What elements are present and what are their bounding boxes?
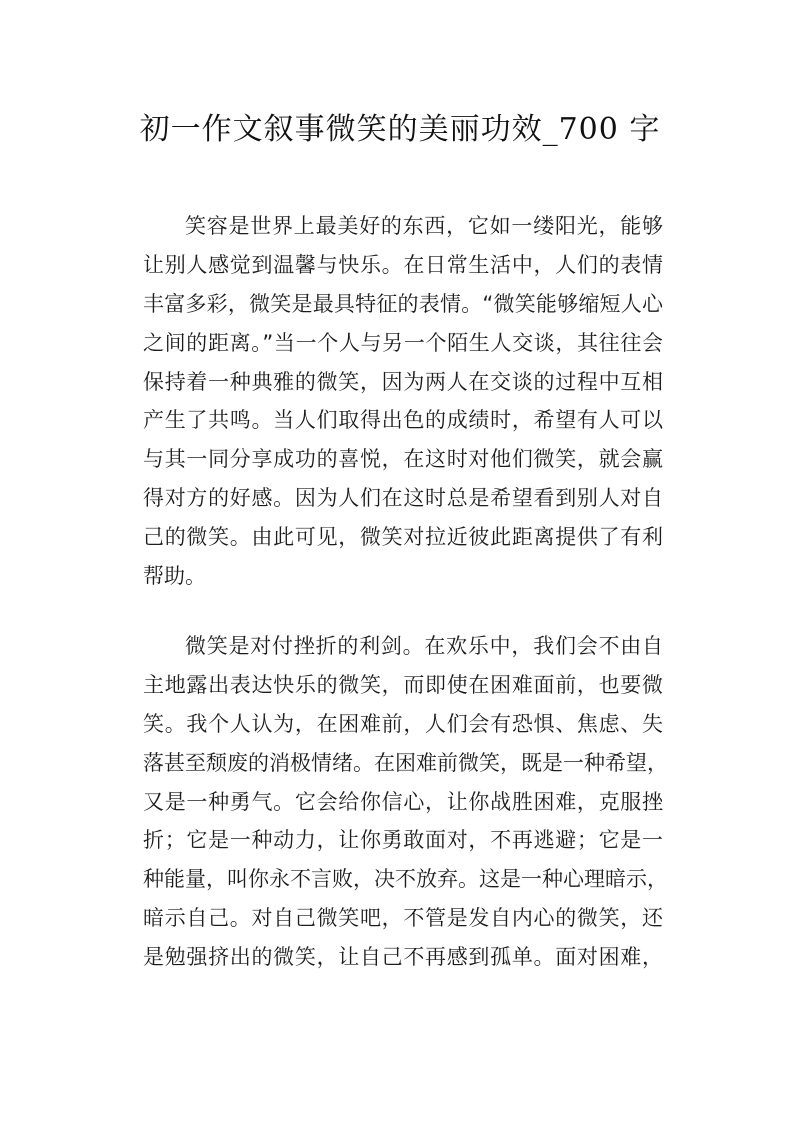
paragraph-1 xyxy=(143,207,663,596)
paragraph-line: 之间的距离。”当一个人与另一个陌生人交谈，其往往会 xyxy=(143,330,663,355)
paragraph-line: 是勉强挤出的微笑，让自己不再感到孤单。面对困难， xyxy=(143,945,663,970)
paragraph-line: 暗示自己。对自己微笑吧，不管是发自内心的微笑，还 xyxy=(143,906,663,931)
paragraph-line: 保持着一种典雅的微笑，因为两人在交谈的过程中互相 xyxy=(143,369,663,394)
paragraph-2 xyxy=(143,627,668,977)
paragraph-line: 帮助。 xyxy=(143,564,206,589)
paragraph-line: 笑。我个人认为，在困难前，人们会有恐惧、焦虑、失 xyxy=(143,711,663,736)
paragraph-line: 产生了共鸣。当人们取得出色的成绩时，希望有人可以 xyxy=(143,408,663,433)
paragraph-line: 让别人感觉到温馨与快乐。在日常生活中，人们的表情 xyxy=(143,252,663,277)
paragraph-line: 主地露出表达快乐的微笑，而即使在困难面前，也要微 xyxy=(143,672,663,697)
paragraph-line: 微笑是对付挫折的利剑。在欢乐中，我们会不由自 xyxy=(185,634,663,658)
paragraph-line: 笑容是世界上最美好的东西，它如一缕阳光，能够 xyxy=(185,214,663,238)
paragraph-line: 落甚至颓废的消极情绪。在困难前微笑，既是一种希望， xyxy=(143,750,668,775)
document-title: 初一作文叙事微笑的美丽功效_700 字 xyxy=(139,112,661,147)
paragraph-line: 丰富多彩，微笑是最具特征的表情。“微笑能够缩短人心 xyxy=(143,291,663,316)
paragraph-line: 折；它是一种动力，让你勇敢面对，不再逃避；它是一 xyxy=(143,828,663,853)
paragraph-line: 得对方的好感。因为人们在这时总是希望看到别人对自 xyxy=(143,486,663,511)
paragraph-line: 种能量，叫你永不言败，决不放弃。这是一种心理暗示， xyxy=(143,867,668,892)
paragraph-line: 与其一同分享成功的喜悦，在这时对他们微笑，就会赢 xyxy=(143,447,663,472)
paragraph-line: 又是一种勇气。它会给你信心，让你战胜困难，克服挫 xyxy=(143,789,663,814)
paragraph-line: 己的微笑。由此可见，微笑对拉近彼此距离提供了有利 xyxy=(143,525,663,550)
